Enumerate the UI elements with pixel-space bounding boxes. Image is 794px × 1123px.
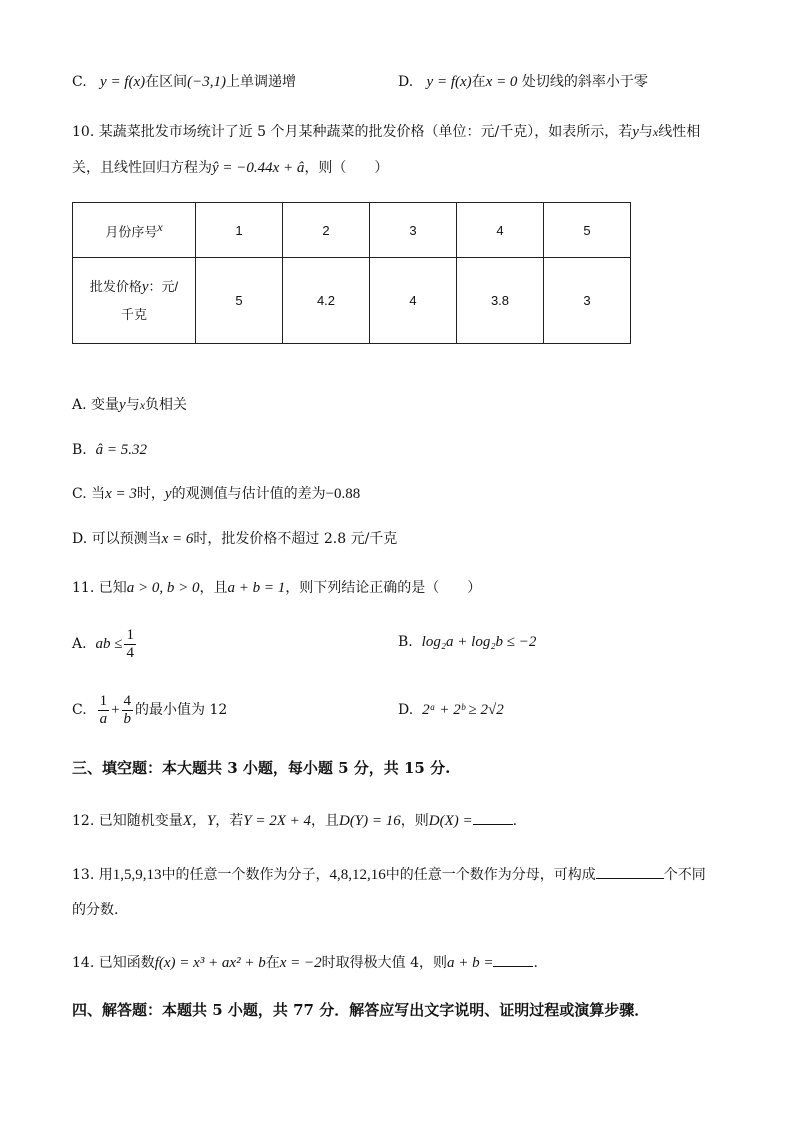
q10-option-d: D. 可以预测当x = 6时，批发价格不超过 2.8 元/千克 [72,531,398,547]
answer-blank[interactable] [596,864,664,879]
table-cell: 4 [370,258,457,344]
fraction: $\frac{1}{a}$ [99,692,108,727]
q11-stem: 11. 已知a > 0, b > 0，且a + b = 1，则下列结论正确的是（ ） [72,580,482,596]
fraction: $\frac{1}{4}$ [126,626,134,661]
table-cell: 2 [283,203,370,258]
table-row-months [73,203,631,258]
answer-blank[interactable] [473,810,513,825]
table-cell: 3 [544,258,631,344]
q11-option-a: A. ab ≤ $\frac{1}{4}$ [72,626,134,661]
q10-option-c: C. 当x = 3时，y的观测值与估计值的差为−0.88 [72,486,361,502]
q11-option-b: B. log₂a + log₂b ≤ −2 [398,634,537,650]
q12: 12. 已知随机变量X，Y，若Y = 2X + 4，且D(Y) = 16，则D(X) = . [72,810,517,831]
q10-stem-line2: 关，且线性回归方程为ŷ = −0.44x + â，则（ ） [72,160,389,176]
q9-option-d: D. y = f(x)在x = 0 处切线的斜率小于零 [398,74,648,90]
q10-option-b: B. â = 5.32 [72,442,148,458]
q14: 14. 已知函数f(x) = x³ + ax² + b在x = −2时取得极大值 4，则a + b = . [72,952,538,973]
q11-option-c: C. $\frac{1}{a}$ + $\frac{4}{b}$ 的最小值为 12 [72,692,228,727]
q10-option-a: A. 变量y与x负相关 [72,397,188,413]
table-header-month: 月份序号x [73,203,196,258]
table-cell: 3 [370,203,457,258]
price-table [72,202,631,344]
table-cell: 5 [544,203,631,258]
table-header-price: 批发价格y：元/ 千克 [73,258,196,344]
q11-option-d: D. 2ᵃ + 2ᵇ ≥ 2√2 [398,702,504,718]
section-three-title: 三、填空题：本大题共 3 小题，每小题 5 分，共 15 分. [72,759,451,777]
table-cell: 4.2 [283,258,370,344]
answer-blank[interactable] [493,952,533,967]
q13-line1: 13. 用1,5,9,13中的任意一个数作为分子，4,8,12,16中的任意一个数作为分母，可构成 个不同 [72,864,706,885]
q9-option-c: C. y = f(x)在区间(−3,1)上单调递增 [72,74,297,90]
table-cell: 4 [457,203,544,258]
table-cell: 1 [196,203,283,258]
section-four-title: 四、解答题：本题共 5 小题，共 77 分．解答应写出文字说明、证明过程或演算步骤． [72,1001,650,1019]
q10-stem-line1: 10. 某蔬菜批发市场统计了近 5 个月某种蔬菜的批发价格（单位：元/千克），如表所示，若y与x线性相 [72,124,701,140]
table-cell: 5 [196,258,283,344]
q13-line2: 的分数. [72,902,119,918]
table-row-prices [73,258,631,344]
table-cell: 3.8 [457,258,544,344]
fraction: $\frac{4}{b}$ [123,692,132,727]
